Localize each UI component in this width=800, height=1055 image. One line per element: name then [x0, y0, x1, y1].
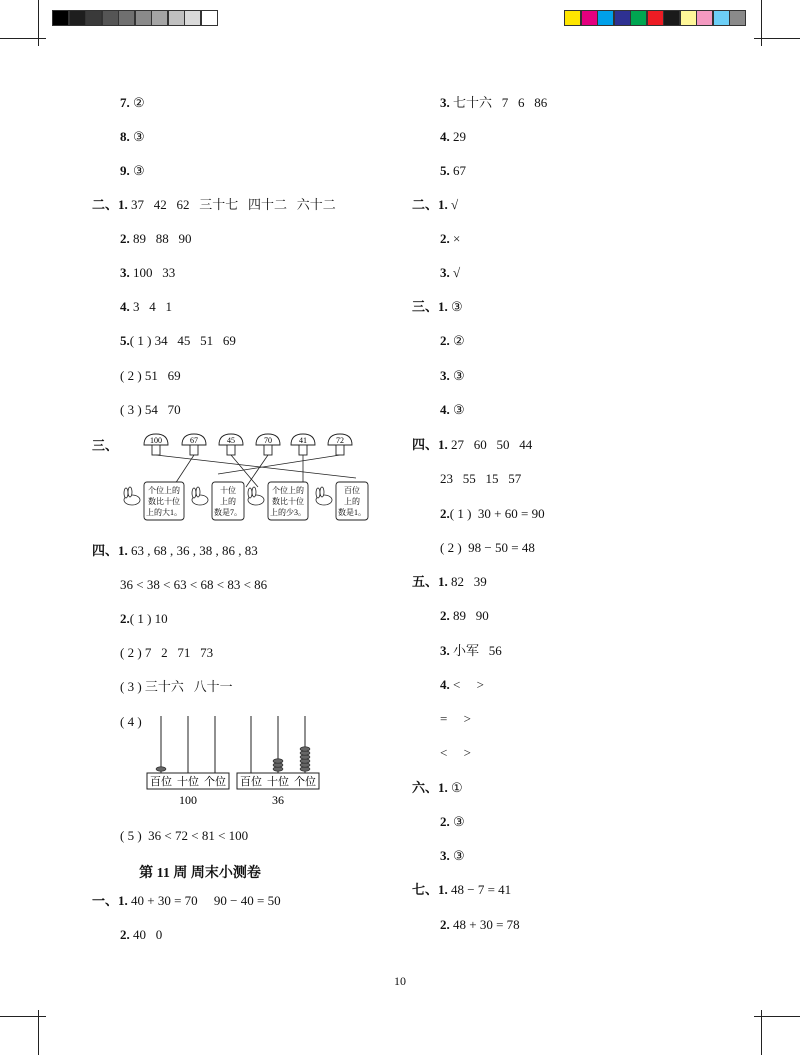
mushroom-stem	[299, 445, 307, 455]
clue-text: 数比十位	[272, 497, 304, 506]
color-swatch	[696, 10, 713, 26]
clue-text: 上的	[220, 497, 236, 506]
abacus-value: 36	[272, 793, 284, 807]
gray-swatch	[201, 10, 218, 26]
answer-line: ( 2 ) 51 69	[120, 368, 181, 383]
mushroom-stem	[152, 445, 160, 455]
crop-mark	[0, 38, 46, 39]
answer-line: 5.( 1 ) 34 45 51 69	[120, 333, 236, 348]
answer-line: 3. √	[440, 265, 461, 280]
rabbit-ear	[124, 488, 128, 498]
section-label: 三、	[92, 438, 119, 453]
clue-text: 数是1。	[338, 508, 366, 517]
color-swatch	[713, 10, 730, 26]
answer-line: 四、1. 27 60 50 44	[412, 437, 533, 452]
abacus-place-label: 百位	[240, 776, 262, 788]
answer-line: 一、1. 40 + 30 = 70 90 − 40 = 50	[92, 893, 281, 908]
mushroom-stem	[227, 445, 235, 455]
crop-mark	[754, 1016, 800, 1017]
answer-line: 9. ③	[120, 163, 145, 178]
crop-mark	[38, 0, 39, 46]
crop-mark	[754, 38, 800, 39]
mushroom-label: 100	[150, 436, 162, 445]
answer-line: ( 4 )	[120, 714, 142, 729]
answer-line: 2. 89 90	[440, 608, 489, 623]
answer-line: ( 2 ) 7 2 71 73	[120, 645, 214, 660]
gray-swatch	[118, 10, 135, 26]
color-swatch	[564, 10, 581, 26]
answer-line: < >	[440, 745, 471, 760]
matching-line	[246, 455, 268, 487]
rabbit-ear	[128, 487, 132, 497]
rabbit-ear	[196, 487, 200, 497]
page-number: 10	[394, 974, 406, 988]
abacus-value: 100	[179, 793, 197, 807]
color-swatch	[581, 10, 598, 26]
gray-swatch	[52, 10, 69, 26]
clue-text: 上的少3。	[270, 508, 306, 517]
rabbit-ear	[320, 487, 324, 497]
abacus-place-label: 个位	[204, 776, 226, 788]
answer-line: 3. ③	[440, 848, 465, 863]
abacus-bead	[156, 767, 166, 771]
answer-line: 3. 小军 56	[440, 643, 502, 658]
rabbit-ear	[248, 488, 252, 498]
color-swatch	[614, 10, 631, 26]
answer-line: 五、1. 82 39	[412, 574, 487, 589]
gray-swatch	[85, 10, 102, 26]
answer-line: 二、1. 37 42 62 三十七 四十二 六十二	[92, 197, 336, 212]
answer-line: ( 3 ) 三十六 八十一	[120, 679, 233, 694]
mushroom-label: 72	[336, 436, 344, 445]
answer-line: = >	[440, 711, 471, 726]
answer-line: 三、1. ③	[412, 299, 463, 314]
gray-swatch	[184, 10, 201, 26]
rabbit-ear	[316, 488, 320, 498]
color-swatch	[729, 10, 746, 26]
matching-diagram	[118, 432, 373, 527]
clue-text: 个位上的	[148, 486, 180, 495]
section-heading: 第 11 周 周末小测卷	[139, 866, 261, 881]
matching-lines	[156, 455, 356, 487]
answer-line: 4. 3 4 1	[120, 299, 172, 314]
color-swatch	[663, 10, 680, 26]
answer-line: 7. ②	[120, 95, 145, 110]
mushroom-label: 41	[299, 436, 307, 445]
clue-text: 数是7。	[214, 508, 242, 517]
answer-line: 23 55 15 57	[440, 471, 522, 486]
mushroom-stem	[336, 445, 344, 455]
answer-line: 36 < 38 < 63 < 68 < 83 < 86	[120, 577, 268, 592]
clue-text: 上的	[344, 497, 360, 506]
abacus-diagram	[145, 710, 325, 810]
answer-line: 3. 100 33	[120, 265, 176, 280]
clue-text: 百位	[344, 486, 360, 495]
answer-line: 4. 29	[440, 129, 466, 144]
answer-line: 8. ③	[120, 129, 145, 144]
abacus-bead	[300, 747, 310, 751]
answer-line: 六、1. ①	[412, 780, 463, 795]
crop-mark	[761, 0, 762, 46]
abacus-bead	[273, 759, 283, 763]
abacus-place-label: 百位	[150, 776, 172, 788]
mushroom-label: 67	[190, 436, 198, 445]
clue-text: 上的大1。	[146, 508, 182, 517]
answer-line: 2.( 1 ) 30 + 60 = 90	[440, 506, 545, 521]
crop-mark	[0, 1016, 46, 1017]
answer-line: 2. ②	[440, 333, 465, 348]
answer-line: 2. 40 0	[120, 927, 163, 942]
answer-line: 2. ×	[440, 231, 461, 246]
answer-line: 2. 89 88 90	[120, 231, 192, 246]
answer-line: 2. 48 + 30 = 78	[440, 917, 520, 932]
rabbit-ear	[192, 488, 196, 498]
answer-line: 3. ③	[440, 368, 465, 383]
gray-swatch	[168, 10, 185, 26]
gray-swatch	[151, 10, 168, 26]
answer-line: 二、1. √	[412, 197, 459, 212]
mushroom-label: 45	[227, 436, 235, 445]
abacus-place-label: 十位	[177, 776, 199, 788]
gray-swatch	[135, 10, 152, 26]
answer-line: 3. 七十六 7 6 86	[440, 95, 548, 110]
answer-line: 2. ③	[440, 814, 465, 829]
abacus-place-label: 十位	[267, 776, 289, 788]
mushroom-stem	[190, 445, 198, 455]
clue-text: 数比十位	[148, 497, 180, 506]
gray-swatch	[69, 10, 86, 26]
color-swatch	[597, 10, 614, 26]
color-swatch	[630, 10, 647, 26]
mushroom-group	[144, 434, 352, 455]
color-swatch	[680, 10, 697, 26]
rabbit-ear	[252, 487, 256, 497]
color-swatch	[647, 10, 664, 26]
gray-swatch	[102, 10, 119, 26]
answer-line: ( 3 ) 54 70	[120, 402, 181, 417]
abacus-place-label: 个位	[294, 776, 316, 788]
answer-line: 4. < >	[440, 677, 484, 692]
answer-line: ( 2 ) 98 − 50 = 48	[440, 540, 535, 555]
clue-text: 十位	[220, 486, 236, 495]
answer-line: 四、1. 63 , 68 , 36 , 38 , 86 , 83	[92, 543, 258, 558]
abacus-group	[147, 716, 319, 807]
answer-line: 2.( 1 ) 10	[120, 611, 168, 626]
answer-line: 4. ③	[440, 402, 465, 417]
mushroom-stem	[264, 445, 272, 455]
answer-line: 5. 67	[440, 163, 466, 178]
mushroom-label: 70	[264, 436, 272, 445]
clue-group	[124, 482, 368, 520]
answer-line: ( 5 ) 36 < 72 < 81 < 100	[120, 828, 249, 843]
answer-line: 七、1. 48 − 7 = 41	[412, 882, 512, 897]
clue-text: 个位上的	[272, 486, 304, 495]
